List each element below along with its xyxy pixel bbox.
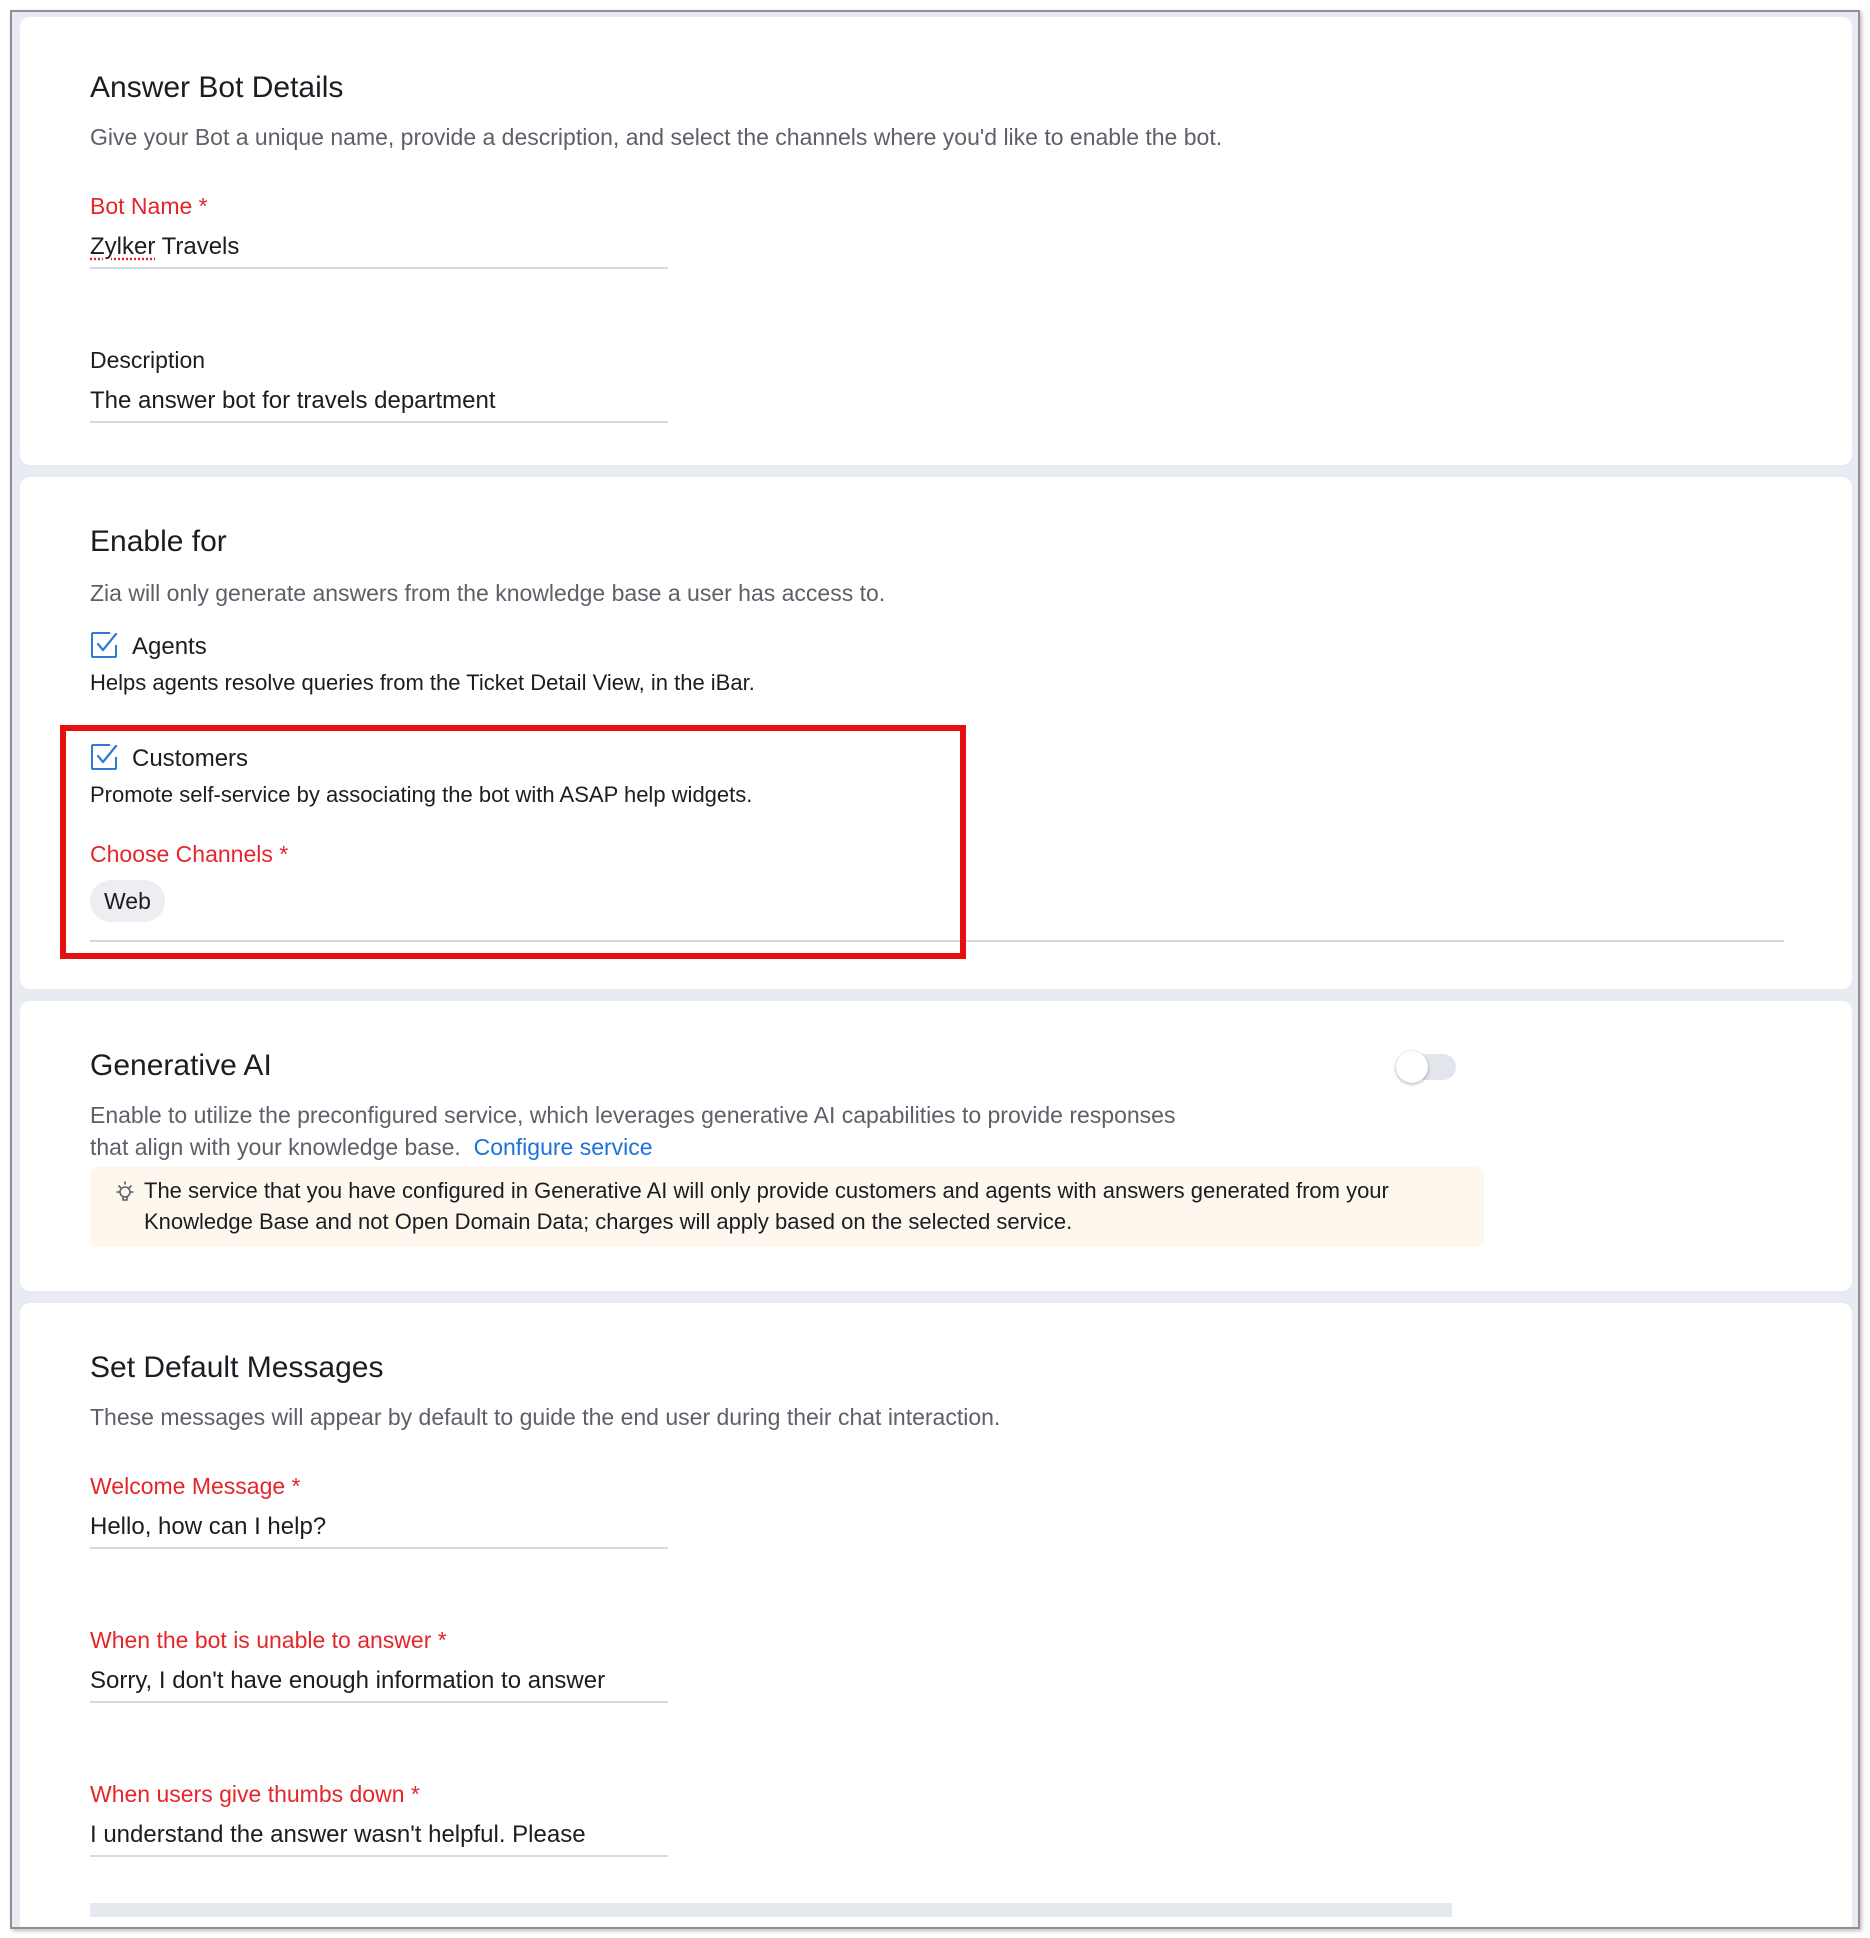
welcome-message-value: Hello, how can I help?	[90, 1513, 327, 1540]
bot-name-label: Bot Name *	[90, 193, 208, 219]
note-line-1: The service that you have configured in Generative AI will only provide customers and agents with answers generated from your	[144, 1178, 1389, 1203]
channel-chip-web[interactable]: Web	[90, 880, 165, 922]
settings-page	[10, 10, 1860, 1929]
enable-for-card	[20, 477, 1852, 989]
section-description: Zia will only generate answers from the knowledge base a user has access to.	[90, 580, 886, 606]
description-line-1: Enable to utilize the preconfigured service, which leverages generative AI capabilities to provide responses	[90, 1102, 1176, 1128]
section-description: These messages will appear by default to guide the end user during their chat interaction.	[90, 1404, 1001, 1430]
default-messages-card	[20, 1303, 1852, 1929]
customers-label[interactable]: Customers	[132, 745, 249, 772]
thumbs-down-value: I understand the answer wasn't helpful. Please	[90, 1821, 586, 1848]
section-title: Set Default Messages	[90, 1351, 384, 1384]
lightbulb-icon	[114, 1181, 136, 1205]
info-note	[90, 1167, 1484, 1247]
generative-ai-card	[20, 1001, 1852, 1291]
section-title: Generative AI	[90, 1049, 272, 1082]
description-label: Description	[90, 347, 206, 373]
welcome-message-label: Welcome Message *	[90, 1473, 301, 1499]
info-note-text	[144, 1175, 1464, 1237]
description-field[interactable]	[90, 381, 668, 423]
agents-checkbox[interactable]	[90, 631, 118, 659]
agents-label[interactable]: Agents	[132, 633, 207, 660]
description-value: The answer bot for travels department	[90, 387, 496, 414]
bot-name-word-2: Travels	[161, 233, 240, 260]
thumbs-down-label: When users give thumbs down *	[90, 1781, 420, 1807]
section-description	[90, 1099, 1290, 1163]
unable-to-answer-label: When the bot is unable to answer *	[90, 1627, 447, 1653]
bot-name-word-1: Zylker	[90, 233, 156, 260]
description-line-2: that align with your knowledge base. Configure service	[90, 1134, 653, 1160]
section-title: Answer Bot Details	[90, 71, 344, 104]
section-title: Enable for	[90, 525, 227, 558]
customers-description: Promote self-service by associating the bot with ASAP help widgets.	[90, 782, 753, 807]
unable-to-answer-field[interactable]	[90, 1661, 668, 1703]
welcome-message-field[interactable]	[90, 1507, 668, 1549]
note-line-2: Knowledge Base and not Open Domain Data; charges will apply based on the selected service.	[144, 1209, 1073, 1234]
generative-ai-toggle[interactable]	[1398, 1054, 1456, 1080]
answer-bot-details-card	[20, 17, 1852, 465]
bot-name-field[interactable]	[90, 227, 668, 269]
horizontal-scrollbar[interactable]	[90, 1903, 1452, 1917]
agents-description: Helps agents resolve queries from the Ticket Detail View, in the iBar.	[90, 670, 755, 695]
section-description: Give your Bot a unique name, provide a description, and select the channels where you'd like to enable the bot.	[90, 124, 1223, 150]
bot-name-value	[90, 227, 668, 267]
toggle-knob	[1396, 1051, 1428, 1083]
annotation-highlight-box	[60, 725, 966, 959]
thumbs-down-field[interactable]	[90, 1815, 668, 1857]
choose-channels-label: Choose Channels *	[90, 841, 289, 867]
unable-to-answer-value: Sorry, I don't have enough information to answer	[90, 1667, 606, 1694]
configure-service-link[interactable]: Configure service	[473, 1134, 653, 1160]
